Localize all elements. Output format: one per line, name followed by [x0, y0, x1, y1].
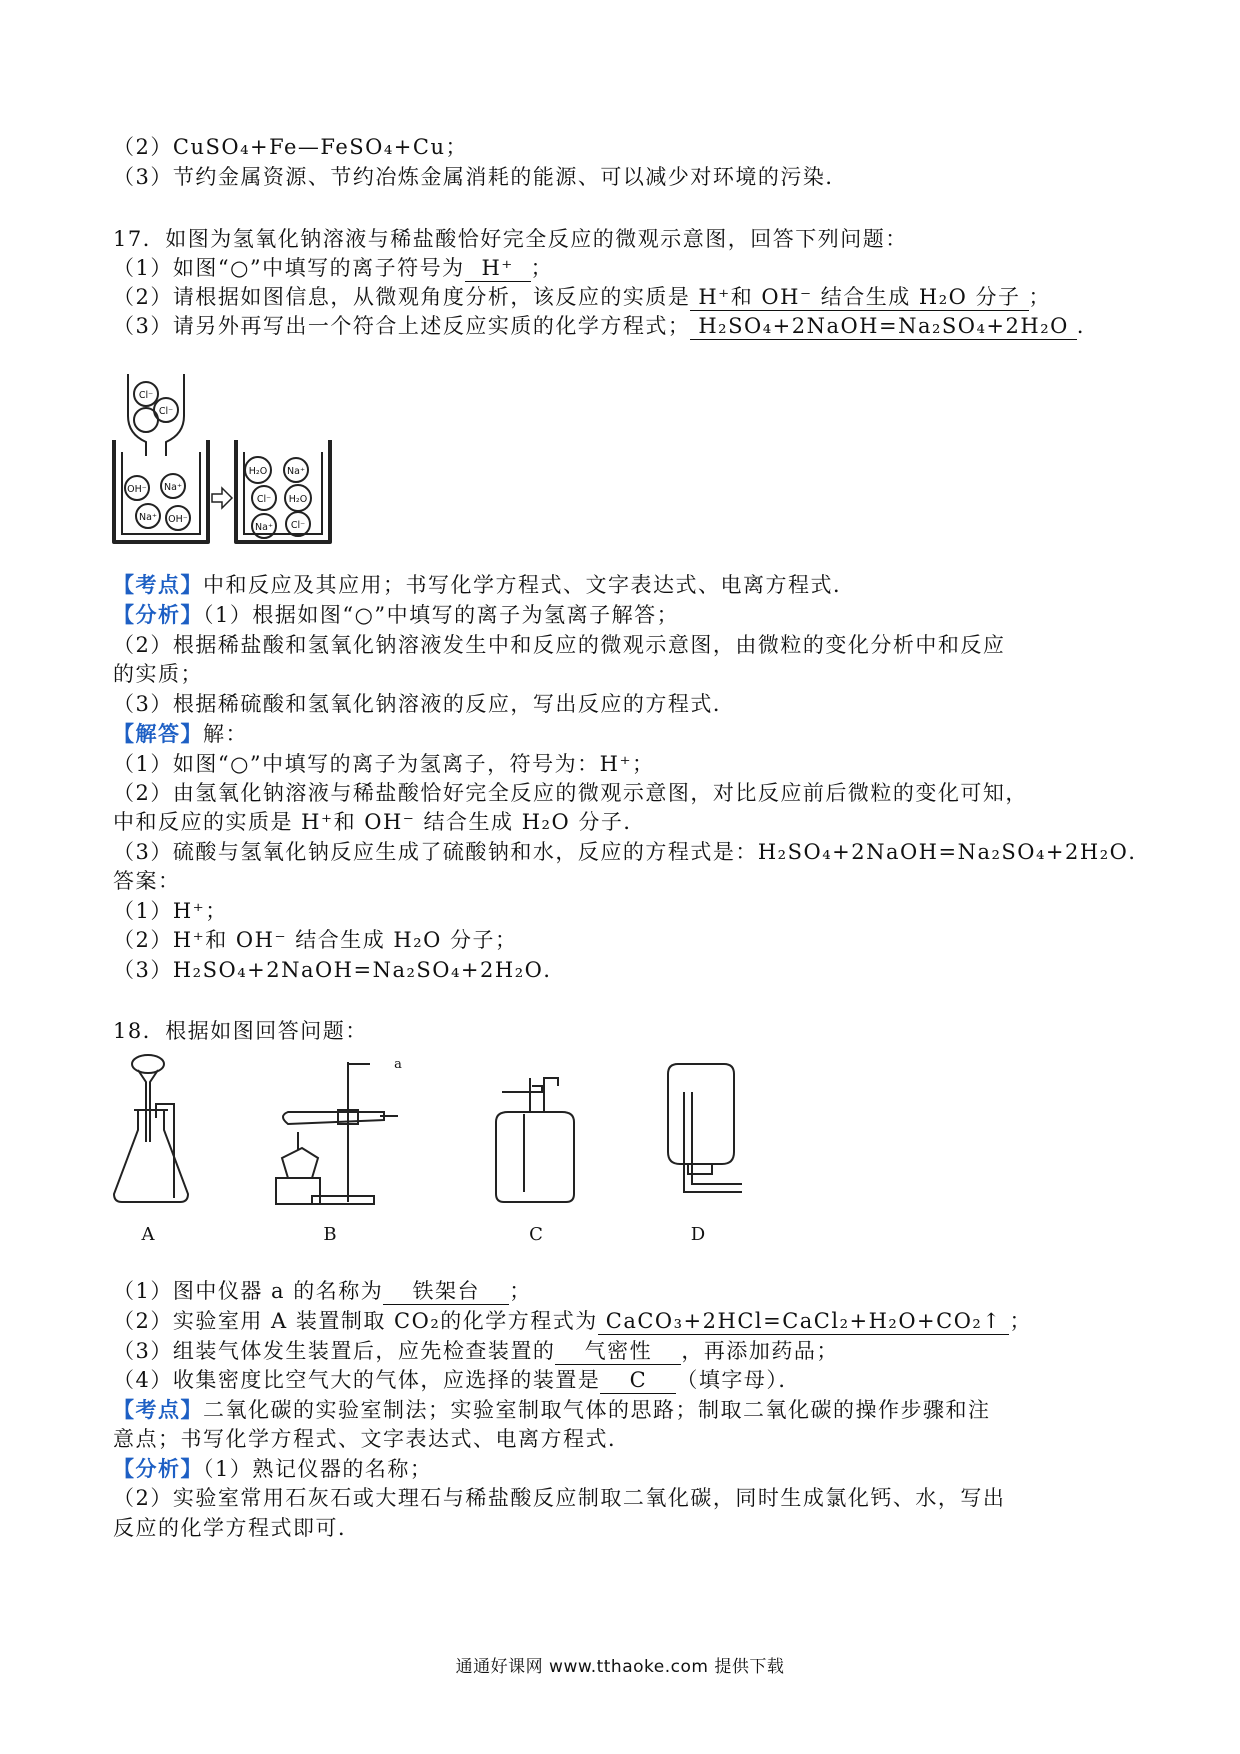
label-B: B — [323, 1224, 337, 1245]
q18-answer2: CaCO₃+2HCl=CaCl₂+H₂O+CO₂↑ — [598, 1308, 1010, 1335]
q18-sub4: （4）收集密度比空气大的气体，应选择的装置是 C （填字母）． — [113, 1368, 801, 1392]
apparatus-d — [668, 1064, 742, 1192]
apparatus-b — [276, 1062, 398, 1204]
apparatus-figure — [112, 1052, 832, 1262]
q17-jieda-1: （1）如图“○”中填写的离子为氢离子，符号为：H⁺； — [113, 752, 655, 776]
right-ion-5: Na⁺ — [255, 522, 273, 533]
q17-answer3: H₂SO₄+2NaOH=Na₂SO₄+2H₂O — [690, 313, 1076, 340]
q18-answer1: 铁架台 — [383, 1278, 509, 1305]
right-ion-4: H₂O — [288, 494, 308, 505]
q18-sub1: （1）图中仪器 a 的名称为 铁架台 ； — [113, 1279, 532, 1303]
q17-fenxi-2: （2）根据稀盐酸和氢氧化钠溶液发生中和反应的微观示意图，由微粒的变化分析中和反应 — [113, 633, 1006, 657]
q18-stem: 18．根据如图回答问题： — [113, 1019, 368, 1043]
q17-stem: 17．如图为氢氧化钠溶液与稀盐酸恰好完全反应的微观示意图，回答下列问题： — [113, 227, 908, 251]
q18-kaodian-1: 【考点】二氧化碳的实验室制法；实验室制取气体的思路；制取二氧化碳的操作步骤和注 — [113, 1397, 991, 1422]
q17-answer-a3: （3）H₂SO₄+2NaOH=Na₂SO₄+2H₂O． — [113, 958, 566, 982]
q17-fenxi-4: （3）根据稀硫酸和氢氧化钠溶液的反应，写出反应的方程式． — [113, 692, 736, 716]
apparatus-c — [496, 1078, 574, 1202]
q18-answer3: 气密性 — [555, 1338, 681, 1365]
q17-answer-head: 答案： — [113, 869, 181, 893]
q17-sub3: （3）请另外再写出一个符合上述反应实质的化学方程式； H₂SO₄+2NaOH=Na₂SO₄+2H₂O ． — [113, 314, 1100, 338]
right-ion-1: H₂O — [248, 466, 268, 477]
page-footer: 通通好课网 www.tthaoke.com 提供下载 — [455, 1657, 785, 1677]
left-ion-1: OH⁻ — [127, 484, 147, 495]
q17-kaodian: 【考点】中和反应及其应用；书写化学方程式、文字表达式、电离方程式． — [113, 572, 856, 597]
q17-fenxi-3: 的实质； — [113, 662, 203, 686]
q16-line2: （2）CuSO₄+Fe—FeSO₄+Cu； — [113, 135, 468, 159]
q17-sub2: （2）请根据如图信息，从微观角度分析，该反应的实质是 H⁺和 OH⁻ 结合生成 H₂O 分子 ； — [113, 285, 1052, 309]
q18-answer4: C — [600, 1367, 676, 1394]
label-a: a — [394, 1057, 402, 1072]
right-ion-2: Na⁺ — [287, 466, 305, 477]
q16-line3: （3）节约金属资源、节约冶炼金属消耗的能源、可以减少对环境的污染． — [113, 165, 848, 189]
q18-sub2: （2）实验室用 A 装置制取 CO₂的化学方程式为 CaCO₃+2HCl=CaCl₂+H₂O+CO₂↑ ； — [113, 1309, 1032, 1333]
q17-answer-a2: （2）H⁺和 OH⁻ 结合生成 H₂O 分子； — [113, 928, 518, 952]
label-D: D — [690, 1224, 706, 1245]
q18-kaodian-2: 意点；书写化学方程式、文字表达式、电离方程式． — [113, 1427, 631, 1451]
q17-answer-a1: （1）H⁺； — [113, 899, 228, 923]
q17-jieda-3: 中和反应的实质是 H⁺和 OH⁻ 结合生成 H₂O 分子． — [113, 810, 646, 834]
funnel-ion-2: Cl⁻ — [158, 406, 174, 417]
apparatus-a — [114, 1055, 188, 1202]
right-ion-6: Cl⁻ — [290, 520, 306, 531]
q17-answer2: H⁺和 OH⁻ 结合生成 H₂O 分子 — [690, 284, 1028, 311]
q17-jieda-4: （3）硫酸与氢氧化钠反应生成了硫酸钠和水，反应的方程式是：H₂SO₄+2NaOH=Na₂SO₄+2H₂O． — [113, 840, 1151, 864]
q18-fenxi-1: 【分析】（1）熟记仪器的名称； — [113, 1456, 433, 1481]
funnel-ion-1: Cl⁻ — [138, 390, 154, 401]
q17-fenxi-1: 【分析】（1）根据如图“○”中填写的离子为氢离子解答； — [113, 602, 680, 627]
left-ion-3: Na⁺ — [139, 512, 157, 523]
q17-jieda-2: （2）由氢氧化钠溶液与稀盐酸恰好完全反应的微观示意图，对比反应前后微粒的变化可知， — [113, 781, 1028, 805]
label-A: A — [141, 1224, 155, 1245]
q18-fenxi-3: 反应的化学方程式即可． — [113, 1516, 361, 1540]
q17-jieda: 【解答】解： — [113, 721, 248, 746]
q17-sub1: （1）如图“○”中填写的离子符号为 H⁺ ； — [113, 256, 554, 280]
left-ion-2: Na⁺ — [164, 482, 182, 493]
q18-sub3: （3）组装气体发生装置后，应先检查装置的 气密性 ，再添加药品； — [113, 1339, 839, 1363]
left-ion-4: OH⁻ — [168, 514, 188, 525]
right-ion-3: Cl⁻ — [256, 494, 272, 505]
q17-answer1: H⁺ — [465, 255, 531, 282]
q18-fenxi-2: （2）实验室常用石灰石或大理石与稀盐酸反应制取二氧化碳，同时生成氯化钙、水，写出 — [113, 1486, 1006, 1510]
label-C: C — [529, 1224, 543, 1245]
neutralization-diagram — [112, 370, 334, 548]
